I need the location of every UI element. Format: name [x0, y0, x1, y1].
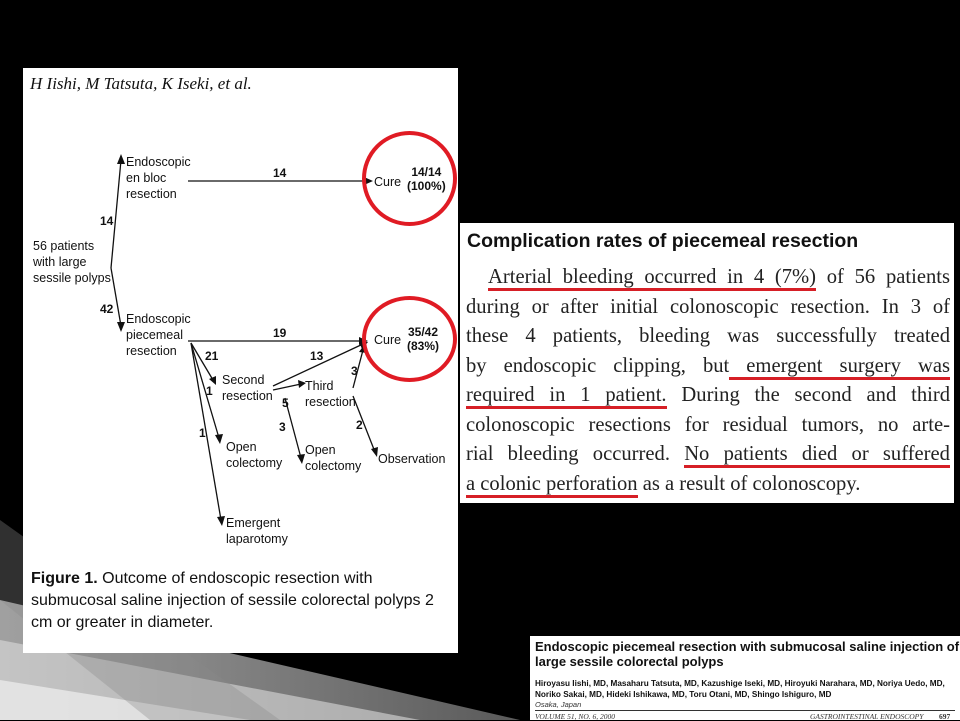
node-third-line: Third: [305, 379, 334, 393]
paper-authors: Hiroyasu Iishi, MD, Masaharu Tatsuta, MD, Kazushige Iseki, MD, Hiroyuki Narahara, MD, Noriya Uedo, MD, Noriko Sakai, MD, Hideki Ishikawa, MD, Toru Otani, MD, Shingo Ishiguro, MD: [535, 679, 945, 699]
excerpt-line: [466, 381, 950, 411]
highlight-circle-cure-1: [362, 131, 457, 226]
node-piecemeal-line: resection: [126, 344, 177, 358]
excerpt-line: [466, 470, 950, 500]
count-1-emergent: 1: [199, 426, 206, 440]
node-en-bloc-line: en bloc: [126, 171, 167, 185]
node-open-colectomy-1: [226, 439, 282, 471]
node-emergent-laparotomy: [226, 515, 288, 547]
cure-result-1-line: 14/14: [411, 165, 442, 179]
figure-caption-label: Figure 1.: [31, 570, 98, 587]
figure-caption: [31, 568, 453, 634]
highlight-circle-cure-2: [362, 296, 457, 382]
underline-required-patient: required in 1 patient.: [466, 384, 667, 409]
paper-location: Osaka, Japan: [535, 700, 582, 709]
paper-page: 697: [939, 712, 951, 721]
figure-caption-text: Outcome of endoscopic resection with submucosal saline injection of sessile colorectal polyps 2 cm or greater in diameter.: [31, 570, 434, 631]
excerpt-text: of 56 patients: [816, 266, 950, 288]
node-emergent-line: Emergent: [226, 516, 281, 530]
node-second-line: Second: [222, 373, 265, 387]
underline-arterial-bleeding: Arterial bleeding occurred in 4 (7%): [488, 266, 816, 291]
excerpt-line: during or after initial colonoscopic resection. In 3 of: [466, 295, 950, 318]
underline-emergent-surgery: emergent surgery was: [729, 355, 950, 380]
count-19: 19: [273, 326, 287, 340]
paper-footer: [535, 710, 955, 721]
node-root-line: with large: [33, 255, 87, 269]
node-emergent-line: laparotomy: [226, 532, 288, 546]
node-en-bloc-line: Endoscopic: [126, 155, 191, 169]
count-2: 2: [356, 418, 363, 432]
count-14-branch: 14: [100, 214, 114, 228]
excerpt-title: Complication rates of piecemeal resection: [467, 230, 859, 252]
excerpt-line: [466, 263, 950, 293]
node-second-resection: [222, 372, 273, 404]
node-piecemeal: [126, 311, 191, 359]
excerpt-line: colonoscopic resections for residual tumors, no arte-: [466, 413, 950, 436]
node-open-colectomy-2: [305, 442, 361, 474]
count-21: 21: [205, 349, 219, 363]
cure-result-2-line: (83%): [407, 339, 440, 353]
node-en-bloc-line: resection: [126, 187, 177, 201]
count-3-open: 3: [279, 420, 286, 434]
node-open1-line: colectomy: [226, 456, 283, 470]
count-13: 13: [310, 349, 324, 363]
paper-title: Endoscopic piecemeal resection with submucosal saline injection of large sessile colorectal polyps: [535, 639, 960, 669]
node-second-line: resection: [222, 389, 273, 403]
excerpt-body: [466, 263, 950, 499]
cure-label-2: Cure: [374, 333, 402, 347]
paper-volume: VOLUME 51, NO. 6, 2000: [535, 712, 615, 721]
excerpt-line: [466, 440, 950, 470]
cure-label-1: Cure: [374, 175, 402, 189]
count-3-observation: 3: [351, 364, 358, 378]
node-piecemeal-line: Endoscopic: [126, 312, 191, 326]
node-third-resection: [305, 378, 356, 410]
excerpt-panel: [460, 223, 954, 503]
node-open2-line: colectomy: [305, 459, 362, 473]
excerpt-text: rial bleeding occurred.: [466, 443, 670, 465]
node-root-line: 56 patients: [33, 239, 95, 253]
paper-journal: GASTROINTESTINAL ENDOSCOPY: [810, 712, 924, 721]
node-en-bloc: [126, 154, 191, 202]
count-5: 5: [282, 396, 289, 410]
node-root: [33, 238, 111, 286]
cure-result-2-line: 35/42: [407, 325, 439, 339]
excerpt-text: as a result of colonoscopy.: [637, 472, 861, 495]
excerpt-line: these 4 patients, bleeding was successfully treated: [466, 325, 950, 347]
node-piecemeal-line: piecemeal: [126, 328, 183, 342]
node-third-line: resection: [305, 395, 356, 409]
node-open2-line: Open: [305, 443, 336, 457]
node-observation: Observation: [378, 452, 446, 466]
count-14-arrow: 14: [273, 166, 287, 180]
underline-colonic-perforation: a colonic perforation: [466, 473, 638, 498]
excerpt-text: by endoscopic clipping, but: [466, 354, 730, 377]
count-42-branch: 42: [100, 302, 114, 316]
paper-header-panel: [530, 636, 960, 720]
excerpt-line: [466, 352, 950, 382]
cure-result-1-line: (100%): [407, 179, 446, 193]
count-1-open: 1: [206, 384, 213, 398]
node-root-line: sessile polyps: [33, 271, 111, 285]
underline-no-patients-died: No patients died or suffered: [684, 443, 950, 468]
figure-authors: H Iishi, M Tatsuta, K Iseki, et al.: [30, 74, 252, 93]
node-open1-line: Open: [226, 440, 257, 454]
excerpt-text: During the second and third: [666, 384, 950, 406]
